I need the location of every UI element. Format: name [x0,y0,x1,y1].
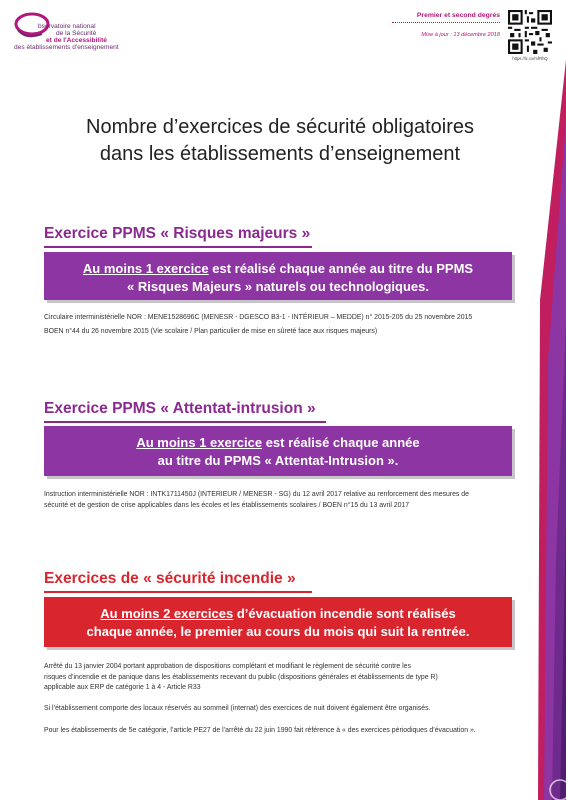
reference-line: Circulaire interministérielle NOR : MENE1528696C (MENESR - DGESCO B3-1 - INTÉRIEUR – MEDDE) n° 2015-205 du 25 novembre 2015 [44,314,473,321]
requirement-box-risques-majeurs [44,252,512,300]
note-internat: Si l’établissement comporte des locaux réservés au sommeil (internat) des exercices de nuit doivent également être organisés. [44,704,431,712]
page-title [30,114,530,168]
section-underline-1 [44,246,312,248]
logo-line-4: des établissements d'enseignement [14,44,119,52]
qr-code-icon[interactable] [508,10,552,54]
requirement-box-securite-incendie [44,597,512,647]
section-underline-3 [44,591,312,593]
title-line-1: Nombre d’exercices de sécurité obligatoires [86,116,474,138]
requirement-text: est réalisé chaque année au titre du PPMS [208,261,474,276]
reference-line: sécurité et de gestion de crise applicables dans les écoles et les établissements scolaires / BOEN n°15 du 13 avril 2017 [44,501,410,509]
section-heading-securite-incendie: Exercices de « sécurité incendie » [44,570,296,587]
reference-line: Arrêté du 13 janvier 2004 portant approbation de dispositions complétant et modifiant le règlement de sécurité contre les [44,663,411,670]
reference-line: BOEN n°44 du 26 novembre 2015 (Vie scolaire / Plan particulier de mise en sûreté face aux risques majeurs) [44,327,378,335]
title-line-2: dans les établissements d’enseignement [99,143,461,165]
requirement-text-line2: chaque année, le premier au cours du mois qui suit la rentrée. [86,624,470,639]
references-attentat-intrusion [44,490,524,511]
header-divider [392,22,500,23]
note-5e-categorie: Pour les établissements de 5e catégorie, l’article PE27 de l’arrêté du 22 juin 1990 fait référence à « des exercices périodiques d’évacuation ». [44,727,476,734]
requirement-text-line2: au titre du PPMS « Attentat-Intrusion ». [157,453,399,468]
requirement-highlight: Au moins 1 exercice [82,261,209,276]
school-level-label: Premier et second degrés [416,12,500,19]
requirement-text-line2: « Risques Majeurs » naturels ou technologiques. [127,279,429,294]
requirement-text: d’évacuation incendie sont réalisés [233,606,456,621]
references-securite-incendie [44,662,524,737]
logo-line-2: de la Sécurité [56,30,97,38]
onsaee-logo [12,10,119,58]
reference-line: applicable aux ERP de catégorie 1 à 4 - Article R33 [44,684,201,691]
logo-line-1: bservatoire national [38,23,96,30]
requirement-text: est réalisé chaque année [262,435,420,450]
reference-line: Instruction interministérielle NOR : INTK1711450J (INTERIEUR / MENESR - SG) du 12 avril 2017 relative au renforcement des mesures de [44,491,469,498]
section-underline-2 [44,421,326,423]
qr-url[interactable]: https://lc.cx/mfRhQ [512,56,548,61]
logo-line-3: et de l'Accessibilité [46,37,107,45]
update-date: Mise à jour : 13 décembre 2018 [421,32,500,38]
section-heading-attentat-intrusion: Exercice PPMS « Attentat-intrusion » [44,400,316,417]
requirement-box-attentat-intrusion [44,426,512,476]
requirement-highlight: Au moins 2 exercices [100,606,234,621]
decorative-side-band [530,0,566,800]
requirement-highlight: Au moins 1 exercice [136,435,263,450]
section-heading-risques-majeurs: Exercice PPMS « Risques majeurs » [44,225,311,242]
references-risques-majeurs [44,313,524,337]
reference-line: risques d’incendie et de panique dans les établissements recevant du public (dispositions générales et établissements de type R) [44,673,438,681]
